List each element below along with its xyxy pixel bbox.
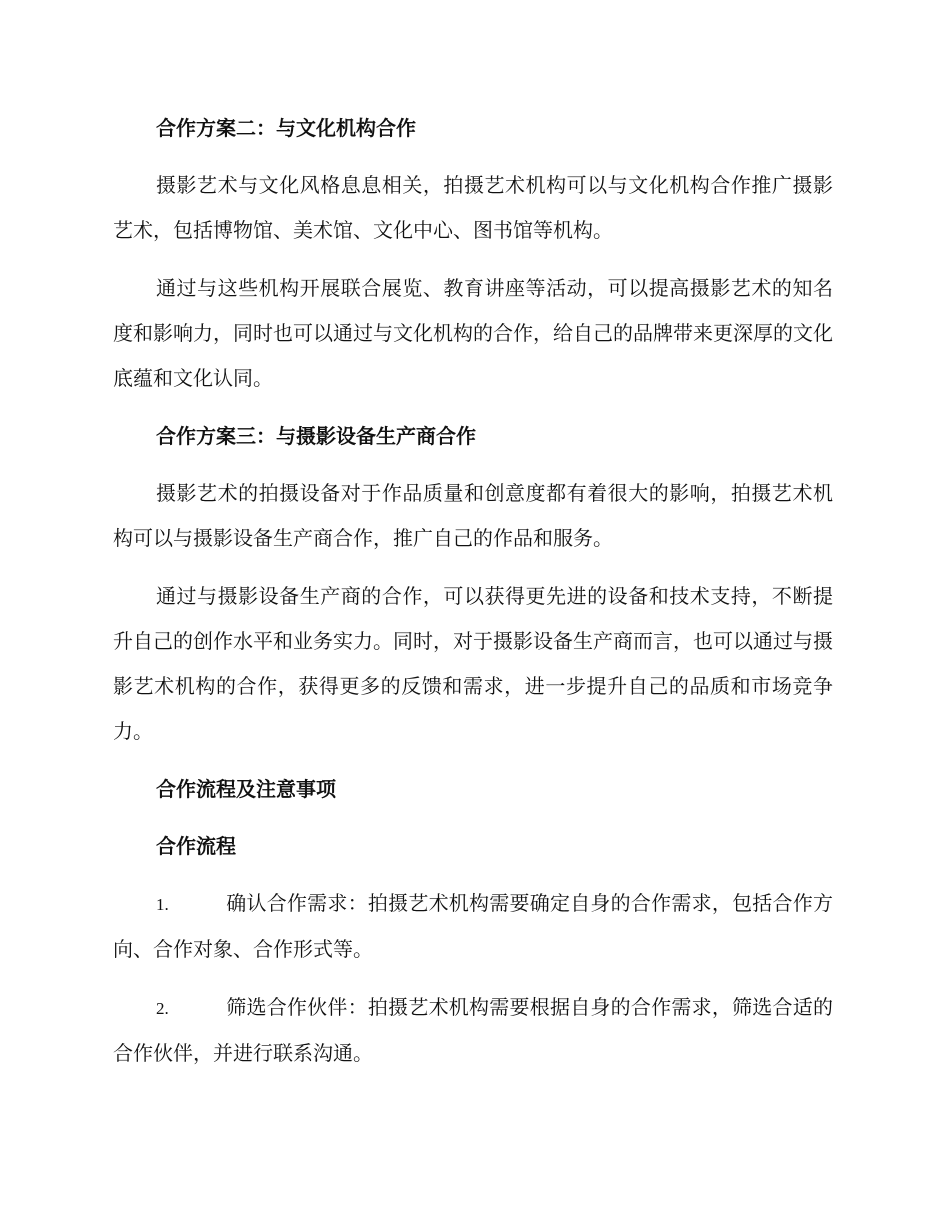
paragraph: 通过与这些机构开展联合展览、教育讲座等活动，可以提高摄影艺术的知名度和影响力，同时也可以通过与文化机构的合作，给自己的品牌带来更深厚的文化底蕴和文化认同。 [113,276,833,390]
list-item [113,881,833,972]
paragraph: 摄影艺术与文化风格息息相关，拍摄艺术机构可以与文化机构合作推广摄影艺术，包括博物馆、美术馆、文化中心、图书馆等机构。 [113,173,833,242]
paragraph: 摄影艺术的拍摄设备对于作品质量和创意度都有着很大的影响，拍摄艺术机构可以与摄影设备生产商合作，推广自己的作品和服务。 [113,481,833,550]
subsection-heading: 合作流程 [156,834,236,858]
section-heading: 合作方案二：与文化机构合作 [156,116,416,140]
section-heading: 合作方案三：与摄影设备生产商合作 [156,424,476,448]
list-item-text: 确认合作需求：拍摄艺术机构需要确定自身的合作需求，包括合作方向、合作对象、合作形式等。 [113,891,833,961]
paragraph: 通过与摄影设备生产商的合作，可以获得更先进的设备和技术支持，不断提升自己的创作水平和业务实力。同时，对于摄影设备生产商而言，也可以通过与摄影艺术机构的合作，获得更多的反馈和需求，进一步提升自己的品质和市场竞争力。 [113,584,833,743]
list-item [113,985,833,1076]
list-item-text: 筛选合作伙伴：拍摄艺术机构需要根据自身的合作需求，筛选合适的合作伙伴，并进行联系沟通。 [113,995,833,1065]
list-number: 1. [156,895,169,914]
section-heading: 合作流程及注意事项 [156,777,336,801]
document-body [113,106,833,1089]
list-number: 2. [156,999,169,1018]
